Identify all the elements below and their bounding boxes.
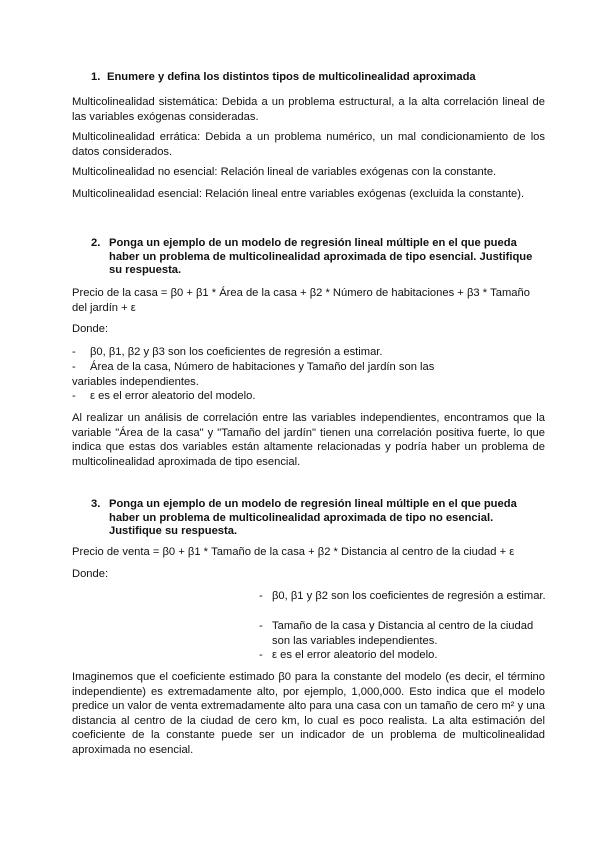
paragraph: Multicolinealidad sistemática: Debida a un problema estructural, a la alta correlación lineal de las variables exógenas consideradas.: [72, 96, 545, 123]
list-item: - Tamaño de la casa y Distancia al centro de la ciudad son las variables independientes.: [259, 620, 534, 647]
donde-label: Donde:: [72, 568, 109, 580]
list-item: - β0, β1, β2 y β3 son los coeficientes de regresión a estimar.: [72, 346, 383, 358]
bullet-dash: -: [72, 390, 76, 402]
section-number: 1.: [91, 71, 101, 83]
equation: Precio de venta = β0 + β1 * Tamaño de la casa + β2 * Distancia al centro de la ciudad + ε: [72, 546, 515, 558]
bullet-dash: -: [72, 346, 76, 358]
paragraph: Multicolinealidad esencial: Relación lineal entre variables exógenas (excluida la constante).: [72, 188, 525, 200]
heading-text: Ponga un ejemplo de un modelo de regresión lineal múltiple en el que pueda haber un problema de multicolinealidad aproximada de tipo no esencial. Justifique su respuesta.: [109, 498, 517, 537]
section-1-heading: [91, 71, 531, 85]
donde-label: Donde:: [72, 323, 109, 335]
heading-text: Ponga un ejemplo de un modelo de regresión lineal múltiple en el que pueda haber un problema de multicolinealidad aproximada de tipo esencial. Justifique su respuesta.: [109, 237, 533, 276]
bullet-dash: -: [259, 590, 263, 602]
heading-text: Enumere y defina los distintos tipos de multicolinealidad aproximada: [107, 71, 476, 83]
paragraph: Multicolinealidad no esencial: Relación lineal de variables exógenas con la constante.: [72, 166, 497, 178]
section-2-heading: [91, 237, 535, 278]
paragraph: Multicolinealidad errática: Debida a un problema numérico, un mal condicionamiento de los datos considerados.: [72, 131, 545, 158]
paragraph: Imaginemos que el coeficiente estimado β0 para la constante del modelo (es decir, el término independiente) es extremadamente alto, por ejemplo, 1,000,000. Esto indica que el modelo predice un valor de venta extremadamente alto para una casa con un tamaño de cero m² y una distancia al centro de la ciudad de cero km, lo cual es poco realista. La alta estimación del coeficiente de la constante puede ser un indicador de un problema de multicolinealidad aproximada no esencial.: [72, 671, 545, 756]
bullet-dash: -: [259, 649, 263, 661]
equation: Precio de la casa = β0 + β1 * Área de la casa + β2 * Número de habitaciones + β3 * Tamaño del jardín + ε: [72, 287, 530, 314]
list-item: - ε es el error aleatorio del modelo.: [259, 649, 438, 661]
section-number: 3.: [91, 498, 101, 510]
bullet-dash: -: [259, 620, 263, 632]
bullet-dash: -: [72, 361, 76, 373]
list-item: - β0, β1 y β2 son los coeficientes de regresión a estimar.: [259, 590, 546, 602]
paragraph: Al realizar un análisis de correlación entre las variables independientes, encontramos que la variable "Área de la casa" y "Tamaño del jardín" tienen una correlación positiva fuerte, lo que indica que estas dos variables están altamente relacionadas y podría haber un problema de multicolinealidad aproximada de tipo esencial.: [72, 412, 545, 468]
list-item: - Área de la casa, Número de habitaciones y Tamaño del jardín son las variables independientes.: [72, 361, 435, 388]
section-number: 2.: [91, 237, 101, 249]
section-3-heading: [91, 498, 521, 539]
list-item: - ε es el error aleatorio del modelo.: [72, 390, 256, 402]
